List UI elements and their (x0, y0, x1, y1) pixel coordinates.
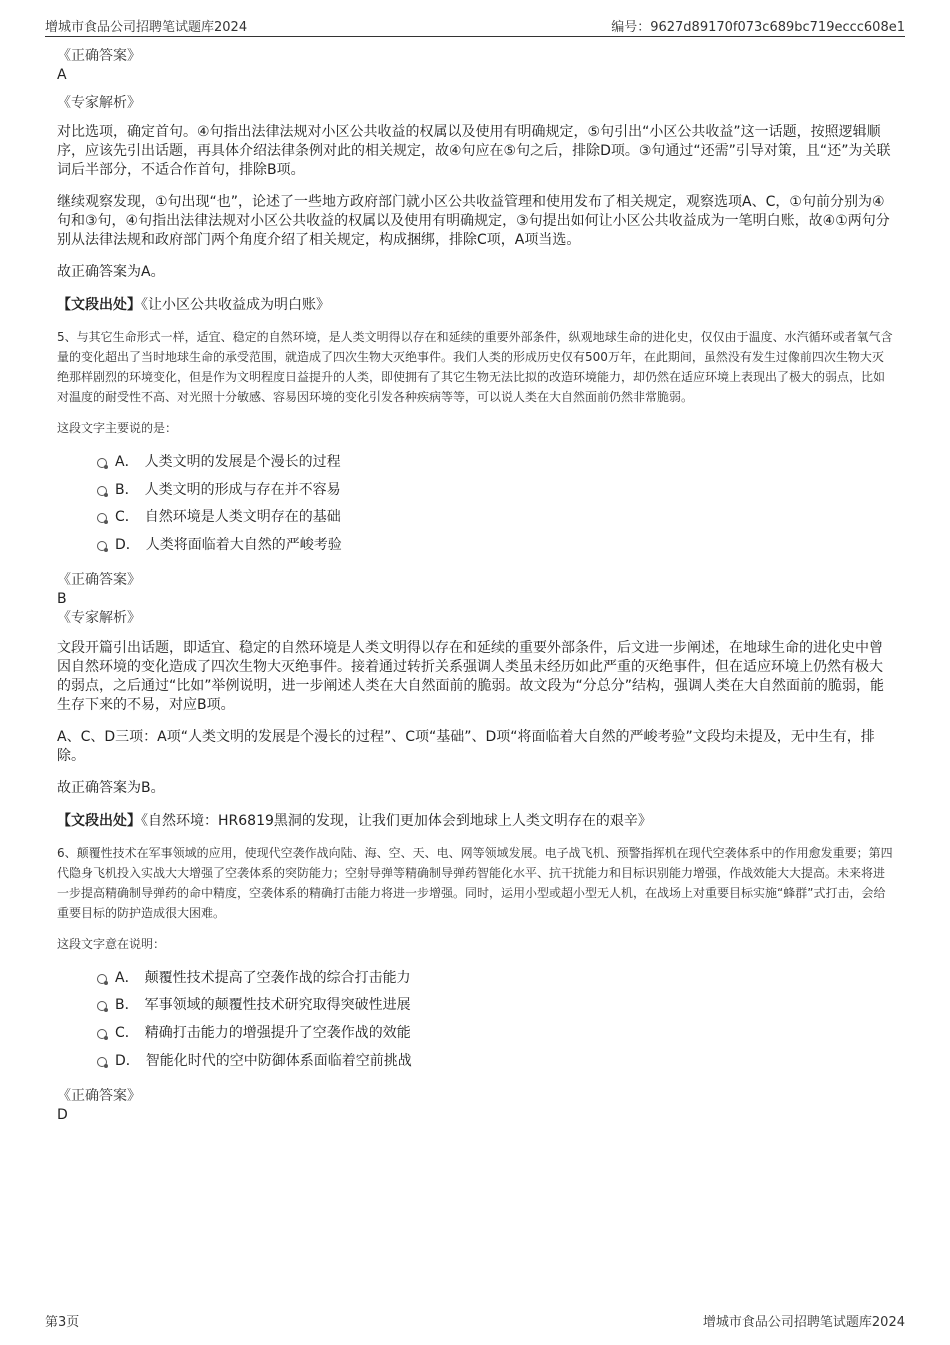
analysis-paragraph: 对比选项，确定首句。④句指出法律法规对小区公共收益的权属以及使用有明确规定，⑤句引出“小区公共收益”这一话题，按照逻辑顺序，应该先引出话题，再具体介绍法律条例对此的相关规定，故④句应在⑤句之后，排除D项。③句通过“还需”引导对策，且“还”为关联词后半部分，不适合作首句，排除B项。 (57, 124, 891, 178)
radio-icon[interactable] (97, 486, 107, 496)
source-text: 《让小区公共收益成为明白账》 (141, 297, 330, 313)
option-d[interactable]: D． 智能化时代的空中防御体系面临着空前挑战 (97, 1052, 895, 1080)
answer-value: A (57, 67, 67, 83)
radio-icon[interactable] (97, 541, 107, 551)
option-a[interactable]: A． 颠覆性技术提高了空袭作战的综合打击能力 (97, 969, 895, 997)
option-b[interactable]: B． 军事领域的颠覆性技术研究取得突破性进展 (97, 996, 895, 1024)
option-c[interactable]: C． 自然环境是人类文明存在的基础 (97, 508, 895, 536)
option-list (57, 969, 895, 1080)
source-citation (57, 295, 895, 315)
radio-icon[interactable] (97, 1001, 107, 1011)
conclusion: 故正确答案为A。 (57, 264, 165, 280)
answer-label: 《正确答案》 (57, 1087, 141, 1104)
source-citation (57, 811, 895, 831)
answer-value: D (57, 1106, 68, 1123)
question-prompt: 这段文字主要说的是： (57, 421, 178, 435)
analysis-paragraph: A、C、D三项：A项“人类文明的发展是个漫长的过程”、C项“基础”、D项“将面临着大自然的严峻考验”文段均未提及，无中生有，排除。 (57, 728, 875, 764)
analysis-paragraph: 继续观察发现，①句出现“也”，论述了一些地方政府部门就小区公共收益管理和使用发布了相关规定，观察选项A、C，①句前分别为④句和③句，④句指出法律法规对小区公共收益的权属以及使用有明确规定，③句提出如何让小区公共收益成为一笔明白账，故④①两句分别从法律法规和政府部门两个角度介绍了相关规定，构成捆绑，排除C项，A项当选。 (57, 194, 890, 248)
option-a[interactable]: A． 人类文明的发展是个漫长的过程 (97, 453, 895, 481)
source-bracket: 【文段出处】 (57, 297, 141, 313)
radio-icon[interactable] (97, 458, 107, 468)
header-code: 编号：9627d89170f073c689bc719eccc608e1 (611, 20, 905, 35)
radio-icon[interactable] (97, 1057, 107, 1067)
radio-icon[interactable] (97, 513, 107, 523)
analysis-label: 《专家解析》 (57, 95, 141, 111)
source-bracket: 【文段出处】 (57, 812, 141, 829)
page-footer (45, 1311, 905, 1331)
question-stem: 5、与其它生命形式一样，适宜、稳定的自然环境，是人类文明得以存在和延续的重要外部条件，纵观地球生命的进化史，仅仅由于温度、水汽循环或者氧气含量的变化超出了当时地球生命的承受范围，就造成了四次生物大灭绝事件。我们人类的形成历史仅有500万年，在此期间，虽然没有发生过像前四次生物大灭绝那样剧烈的环境变化，但是作为文明程度日益提升的人类，即使拥有了其它生物无法比拟的改造环境能力，却仍然在适应环境上表现出了极大的弱点，比如对温度的耐受性不高、对光照十分敏感、容易因环境的变化引发各种疾病等等，可以说人类在大自然面前仍然非常脆弱。 (57, 330, 893, 404)
answer-value: B (57, 590, 67, 607)
header-title: 增城市食品公司招聘笔试题库2024 (45, 20, 248, 35)
option-list (57, 453, 895, 564)
answer-label: 《正确答案》 (57, 571, 141, 588)
option-c[interactable]: C． 精确打击能力的增强提升了空袭作战的效能 (97, 1024, 895, 1052)
page-header (45, 14, 905, 37)
analysis-paragraph: 文段开篇引出话题，即适宜、稳定的自然环境是人类文明得以存在和延续的重要外部条件，后文进一步阐述，在地球生命的进化史中曾因自然环境的变化造成了四次生物大灭绝事件。接着通过转折关系强调人类虽未经历如此严重的灭绝事件，但在适应环境上仍然有极大的弱点，之后通过“比如”举例说明，进一步阐述人类在大自然面前的脆弱。故文段为“分总分”结构，强调人类在大自然面前的脆弱，能生存下来的不易，对应B项。 (57, 639, 885, 713)
analysis-label: 《专家解析》 (57, 609, 141, 626)
question-stem: 6、颠覆性技术在军事领域的应用，使现代空袭作战向陆、海、空、天、电、网等领域发展。电子战飞机、预警指挥机在现代空袭体系中的作用愈发重要；第四代隐身飞机投入实战大大增强了空袭体系的突防能力；空射导弹等精确制导弹药智能化水平、抗干扰能力和目标识别能力增强，作战效能大大提高。未来将进一步提高精确制导弹药的命中精度，空袭体系的精确打击能力将进一步增强。同时，运用小型或超小型无人机，在战场上对重要目标实施“蜂群”式打击，会给重要目标的防护造成很大困难。 (57, 845, 893, 920)
option-d[interactable]: D． 人类将面临着大自然的严峻考验 (97, 536, 895, 564)
page-number: 第3页 (45, 1315, 80, 1330)
source-text: 《自然环境：HR6819黑洞的发现，让我们更加体会到地球上人类文明存在的艰辛》 (141, 812, 652, 829)
radio-icon[interactable] (97, 974, 107, 984)
question-prompt: 这段文字意在说明： (57, 936, 166, 951)
option-b[interactable]: B． 人类文明的形成与存在并不容易 (97, 481, 895, 509)
footer-title: 增城市食品公司招聘笔试题库2024 (702, 1315, 905, 1330)
answer-label: 《正确答案》 (57, 48, 141, 64)
page-content (57, 46, 895, 1124)
radio-icon[interactable] (97, 1029, 107, 1039)
conclusion: 故正确答案为B。 (57, 779, 165, 796)
